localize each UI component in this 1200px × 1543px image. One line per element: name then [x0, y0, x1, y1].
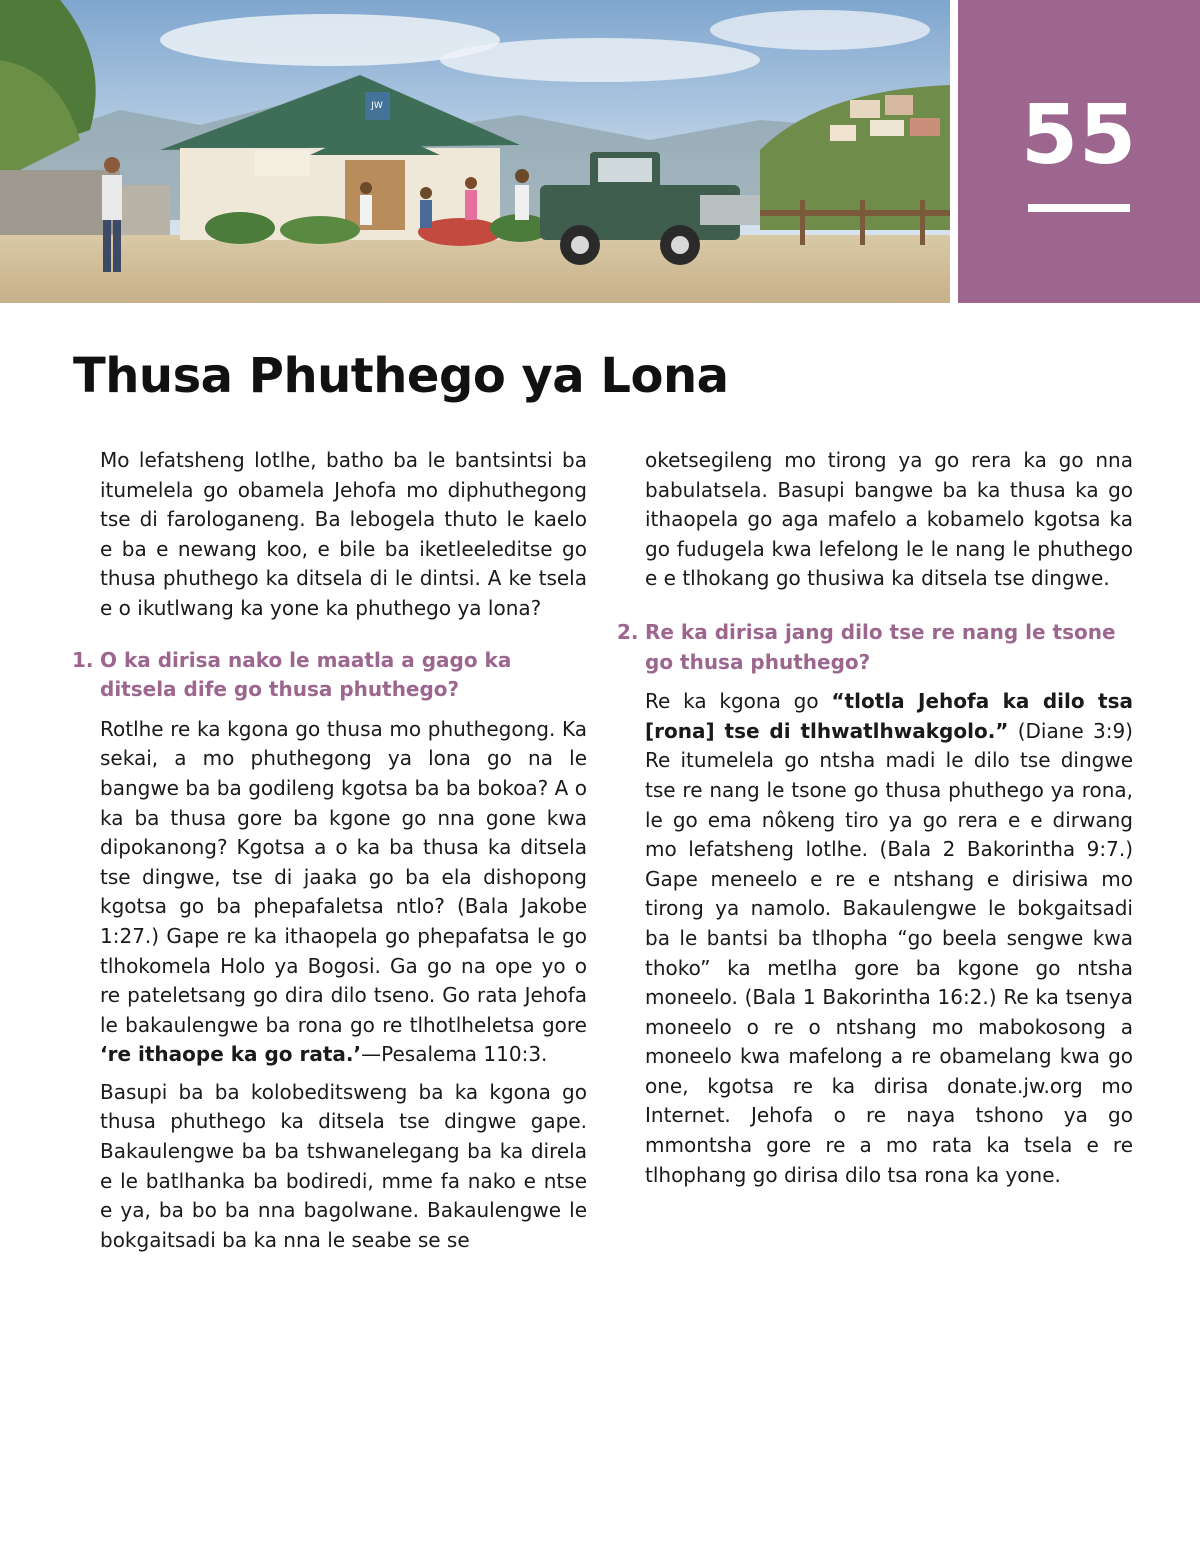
jw-logo: JW	[371, 101, 383, 111]
question-2	[617, 618, 1133, 677]
lesson-number-box	[958, 0, 1200, 303]
section-1-paragraph-2: Basupi ba ba kolobeditsweng ba ka kgona go thusa phuthego ka ditsela tse dingwe gape. Bakaulengwe ba ba tshwanelegang ba ka direla e le batlhanka ba bodiredi, mme fa nako e ntse e ya, ba bo ba nna bagolwane. Bakaulengwe le bokgaitsadi ba ka nna le seabe se se	[100, 1079, 587, 1252]
right-column	[617, 618, 1133, 1198]
question-1-number: 1.	[72, 647, 94, 672]
section-2-paragraph-1	[645, 687, 1133, 1190]
right-column-continuation	[645, 446, 1133, 602]
left-column	[72, 446, 587, 1263]
intro-paragraph: Mo lefatsheng lotlhe, batho ba le bantsintsi ba itumelela go obamela Jehofa mo diphuthegong tse di farologaneng. Ba lebogela thuto le kaelo e ba e newang koo, e bile ba iketleeleditse go thusa phuthego ka ditsela di le dintsi. A ke tsela e o ikutlwang ka yone ka phuthego ya lona?	[100, 448, 587, 620]
page-title: Thusa Phuthego ya Lona	[73, 348, 729, 404]
section-2-quote: “tlotla Jehofa ka dilo tsa [rona] tse di tlhwatlhwakgolo.”	[645, 689, 1133, 743]
section-1-paragraph-1-text: Rotlhe re ka kgona go thusa mo phuthegong. Ka sekai, a mo phuthegong ya lona go na le bangwe ba ba godileng kgotsa ba ba bokoa? A o ka ba thusa gore ba kgone go nna gone kwa dipokanong? Kgotsa a o ka ba thusa ka ditsela tse dingwe, tse di jaaka go ba ela dishopong kgotsa go ba phepafaletsa ntlo? (Bala Jakobe 1:27.) Gape re ka ithaopela go phepafatsa le go tlhokomela Holo ya Bogosi. Ga go na ope yo o re pateletsang go dira dilo tseno. Go rata Jehofa le bakaulengwe ba rona go re tlhotlheletsa gore	[100, 716, 587, 1037]
question-1-text: O ka dirisa nako le maatla a gago ka ditsela dife go thusa phuthego?	[100, 647, 512, 702]
kingdom-hall-photo	[0, 0, 950, 303]
lesson-number-underline	[1028, 204, 1130, 212]
question-2-text: Re ka dirisa jang dilo tse re nang le tsone go thusa phuthego?	[645, 619, 1116, 674]
lesson-number: 55	[1020, 88, 1138, 183]
section-1-paragraph-2-continued: oketsegileng mo tirong ya go rera ka go nna babulatsela. Basupi bangwe ba ka thusa ka go ithaopela go aga mafelo a kobamelo kgotsa ka go fudugela kwa lefelong le le nang le phuthego e e tlhokang go thusiwa ka ditsela tse dingwe.	[645, 448, 1133, 591]
section-2-text: (Diane 3:9) Re itumelela go ntsha madi le dilo tse dingwe tse re nang le tsone go thusa phuthego ya rona, le go ema nôkeng tiro ya go rera e e dirwang mo lefatsheng lotlhe. (Bala 2 Bakorintha 9:7.) Gape meneelo e re e ntshang e dirisiwa mo tirong ya namolo. Bakaulengwe le bokgaitsadi ba le bantsi ba tlhopha “go beela sengwe kwa thoko” ka metlha gore ba kgone go ntsha moneelo. (Bala 1 Bakorintha 16:2.) Re ka tsenya moneelo o re o ntshang mo mabokosong a moneelo kwa mafelong a re obamelang kwa go one, kgotsa re ka dirisa donate.jw.org mo Internet. Jehofa o re naya tshono ya go mmontsha gore re a mo rata ka tsela e re tlhophang go dirisa dilo tsa rona ka yone.	[645, 718, 1133, 1187]
question-1	[72, 646, 587, 705]
section-1-quote: ‘re ithaope ka go rata.’	[100, 1042, 362, 1067]
header-photo	[0, 0, 950, 303]
section-2-lead: Re ka kgona go	[645, 689, 832, 714]
section-1-paragraph-1	[100, 715, 587, 1070]
question-2-number: 2.	[617, 619, 639, 644]
section-1-reference: —Pesalema 110:3.	[361, 1042, 548, 1067]
